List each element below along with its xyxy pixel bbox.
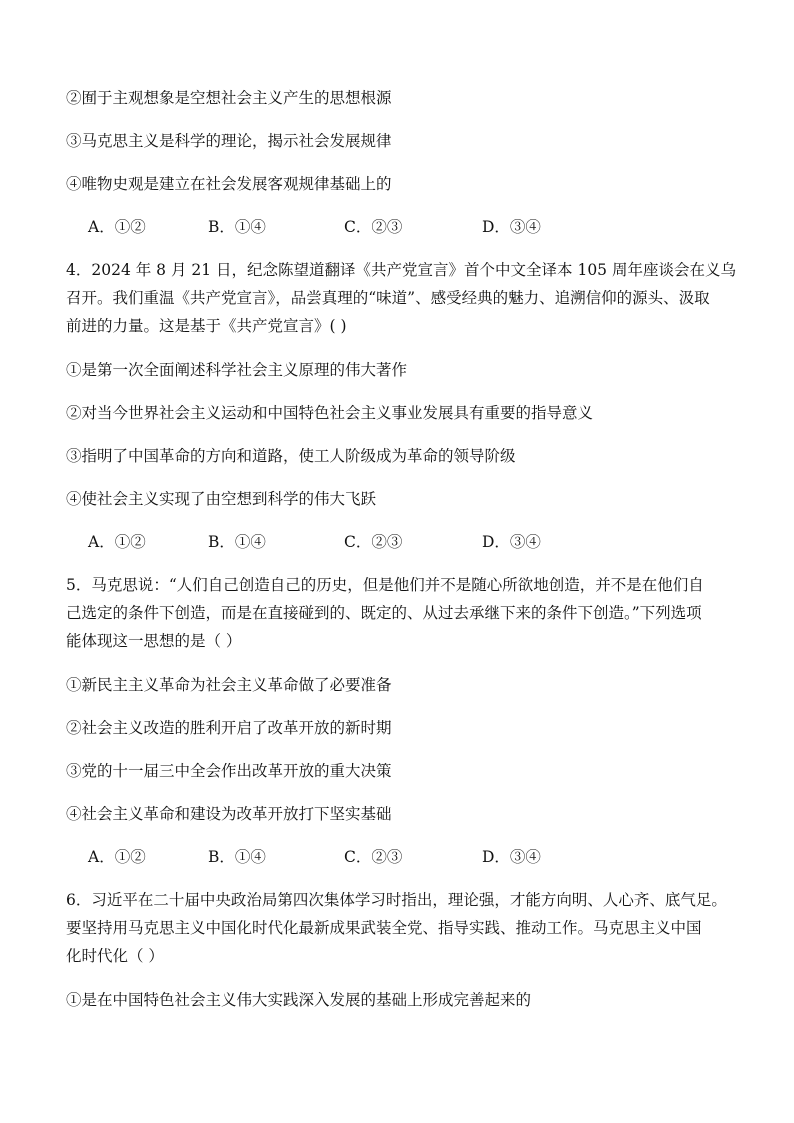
q3-statement-2: ②囿于主观想象是空想社会主义产生的思想根源 [66,89,392,107]
q5-stem-line-2: 己选定的条件下创造，而是在直接碰到的、既定的、从过去承继下来的条件下创造。”下列选项 [66,604,702,622]
q3-option-a: A．①② [88,218,146,236]
q6-stem-line-3: 化时代化（ ） [66,947,164,965]
q5-option-d: D．③④ [482,848,541,866]
q5-option-b: B．①④ [208,848,266,866]
q4-option-c: C．②③ [344,533,403,551]
q5-statement-4: ④社会主义革命和建设为改革开放打下坚实基础 [66,805,392,823]
q5-statement-1: ①新民主主义革命为社会主义革命做了必要准备 [66,676,392,694]
q4-statement-4: ④使社会主义实现了由空想到科学的伟大飞跃 [66,490,377,508]
q4-option-d: D．③④ [482,533,541,551]
q4-stem-line-2: 召开。我们重温《共产党宣言》，品尝真理的“味道”、感受经典的魅力、追溯信仰的源头、汲取 [66,289,710,307]
q5-option-a: A．①② [88,848,146,866]
q4-option-a: A．①② [88,533,146,551]
q3-options [88,217,708,237]
q4-options [88,532,708,552]
q4-stem-line-1: 4．2024 年 8 月 21 日，纪念陈望道翻译《共产党宣言》首个中文全译本 105 周年座谈会在义乌 [66,261,736,279]
q3-option-c: C．②③ [344,218,403,236]
q4-statement-3: ③指明了中国革命的方向和道路，使工人阶级成为革命的领导阶级 [66,447,516,465]
q4-statement-2: ②对当今世界社会主义运动和中国特色社会主义事业发展具有重要的指导意义 [66,404,594,422]
q5-option-c: C．②③ [344,848,403,866]
q6-stem-line-1: 6．习近平在二十届中央政治局第四次集体学习时指出，理论强，才能方向明、人心齐、底气足。 [66,891,727,909]
q3-statement-3: ③马克思主义是科学的理论，揭示社会发展规律 [66,132,392,150]
q5-statement-3: ③党的十一届三中全会作出改革开放的重大决策 [66,762,392,780]
q4-option-b: B．①④ [208,533,266,551]
q4-stem-line-3: 前进的力量。这是基于《共产党宣言》( ) [66,317,347,335]
q3-statement-4: ④唯物史观是建立在社会发展客观规律基础上的 [66,175,392,193]
q5-stem-line-1: 5．马克思说：“人们自己创造自己的历史，但是他们并不是随心所欲地创造，并不是在他们自 [66,576,704,594]
q3-option-b: B．①④ [208,218,266,236]
q6-stem-line-2: 要坚持用马克思主义中国化时代化最新成果武装全党、指导实践、推动工作。马克思主义中国 [66,919,702,937]
q5-options [88,847,708,867]
q6-statement-1: ①是在中国特色社会主义伟大实践深入发展的基础上形成完善起来的 [66,991,532,1009]
q4-statement-1: ①是第一次全面阐述科学社会主义原理的伟大著作 [66,361,408,379]
q5-statement-2: ②社会主义改造的胜利开启了改革开放的新时期 [66,719,392,737]
q3-option-d: D．③④ [482,218,541,236]
q5-stem-line-3: 能体现这一思想的是（ ） [66,632,242,650]
